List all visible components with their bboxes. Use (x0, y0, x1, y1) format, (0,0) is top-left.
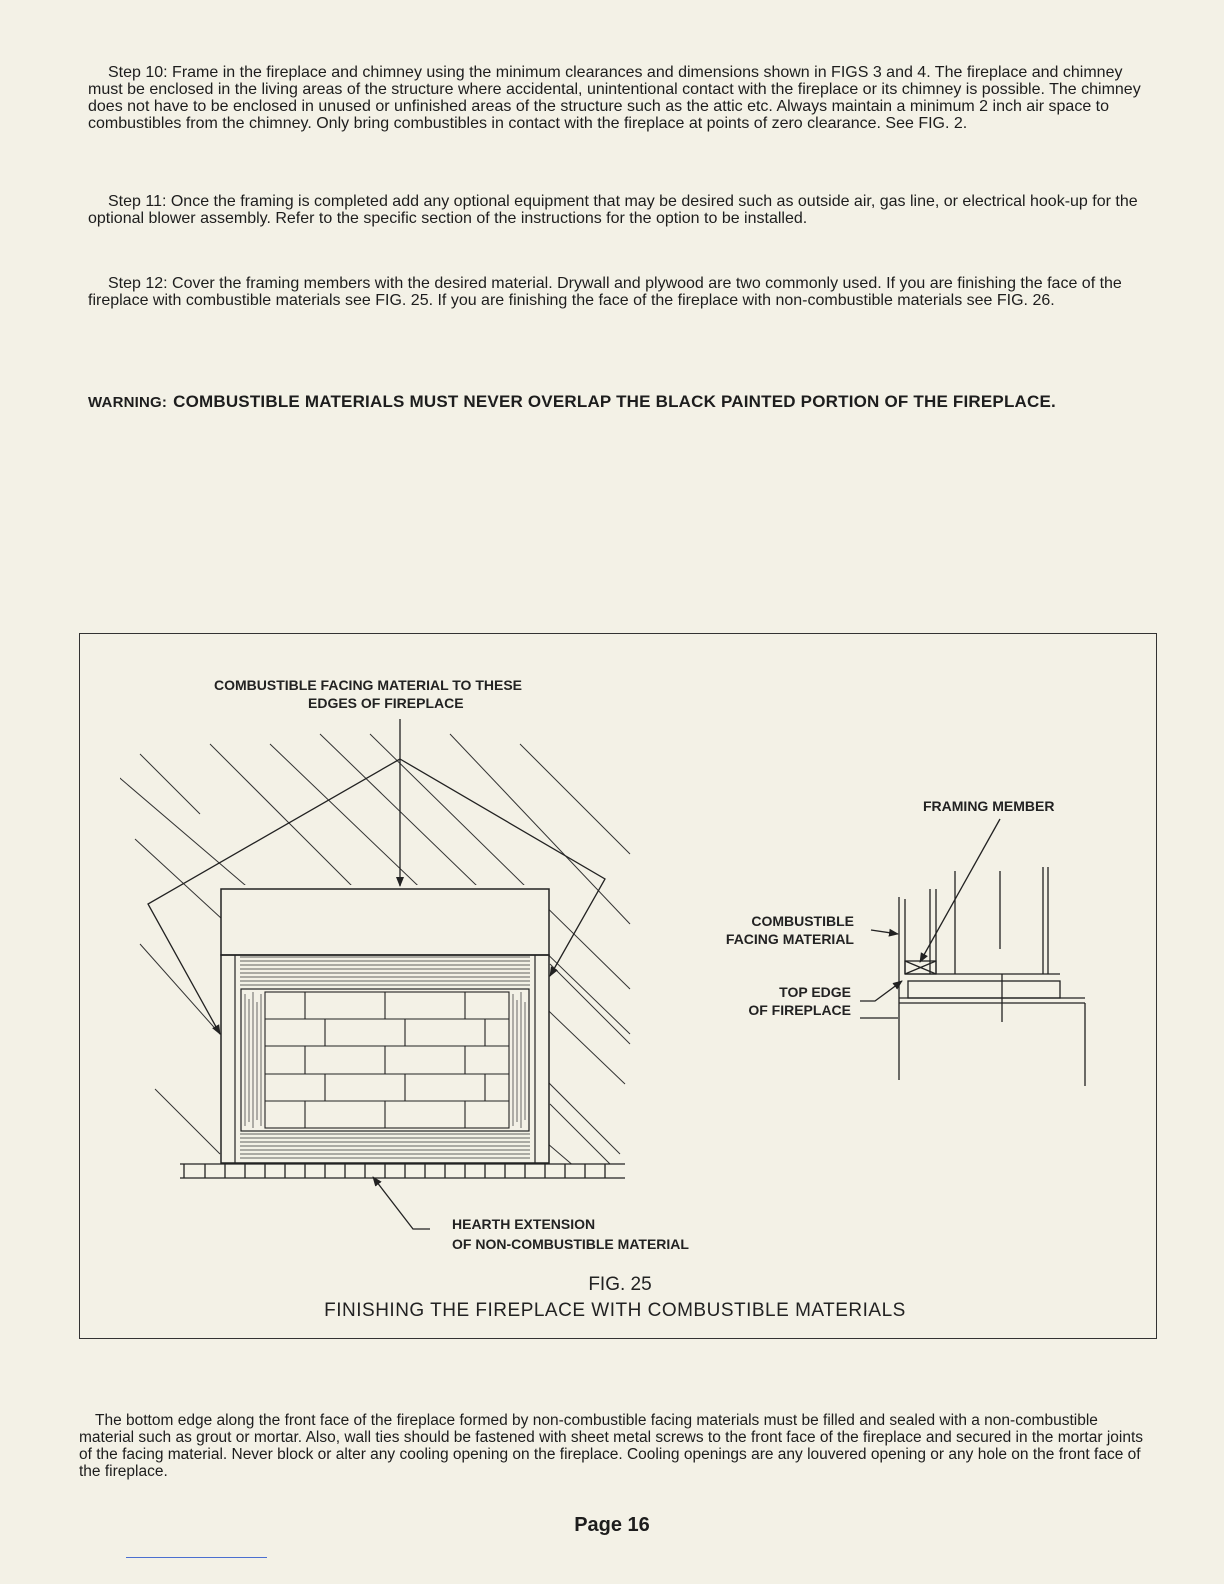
section-detail (899, 867, 1085, 1086)
label-combustible-line2: FACING MATERIAL (725, 931, 854, 947)
label-hearth-line1: HEARTH EXTENSION (452, 1216, 596, 1232)
figure-number: FIG. 25 (588, 1274, 652, 1295)
label-facing-edges-line1: COMBUSTIBLE FACING MATERIAL TO THESE (214, 677, 523, 693)
warning-notice (88, 392, 1158, 412)
footer-rule (126, 1557, 267, 1558)
label-framing-member: FRAMING MEMBER (923, 798, 1055, 814)
upper-louvre (240, 957, 530, 985)
label-hearth-line2: OF NON-COMBUSTIBLE MATERIAL (452, 1236, 689, 1252)
warning-text: COMBUSTIBLE MATERIALS MUST NEVER OVERLAP THE BLACK PAINTED PORTION OF THE FIREPLACE. (173, 392, 1056, 411)
figure-title: FINISHING THE FIREPLACE WITH COMBUSTIBLE MATERIALS (324, 1300, 906, 1321)
hearth-extension (180, 1164, 625, 1178)
figure-25-box (79, 633, 1157, 1339)
lower-louvre (240, 1134, 530, 1158)
label-top-edge-line2: OF FIREPLACE (748, 1002, 851, 1018)
label-top-edge-line1: TOP EDGE (779, 984, 851, 1000)
page-number: Page 16 (574, 1514, 650, 1536)
edge-callout-lines (148, 719, 605, 1034)
wall-hatching (80, 734, 630, 1294)
bottom-paragraph: The bottom edge along the front face of the fireplace formed by non-combustible facing materials must be filled and sealed with a non-combustible material such as grout or mortar. Also, wall ties should be fastened with sheet metal screws to the front face of the fireplace and secured in the mortar joints of the facing material. Never block or alter any cooling opening on the fireplace. Cooling openings are any louvered opening or any hole on the front face of the fireplace. (79, 1412, 1144, 1480)
label-facing-edges-line2: EDGES OF FIREPLACE (308, 695, 464, 711)
hearth-callout-line (373, 1177, 430, 1229)
warning-label: WARNING: (88, 394, 168, 411)
label-combustible-line1: COMBUSTIBLE (751, 913, 854, 929)
step-10-paragraph: Step 10: Frame in the fireplace and chimney using the minimum clearances and dimensions shown in FIGS 3 and 4. The fireplace and chimney must be enclosed in the living areas of the structure where accidental, unintentional contact with the fireplace or its chimney is possible. The chimney does not have to be enclosed in unused or unfinished areas of the structure such as the attic etc. Always maintain a minimum 2 inch air space to combustibles from the chimney. Only bring combustibles in contact with the fireplace at points of zero clearance. See FIG. 2. (88, 64, 1141, 132)
step-12-paragraph: Step 12: Cover the framing members with the desired material. Drywall and plywood are two commonly used. If you are finishing the face of the fireplace with combustible materials see FIG. 25. If you are finishing the face of the fireplace with non-combustible materials see FIG. 26. (88, 275, 1122, 309)
refractory-bricks (265, 992, 509, 1128)
fireplace-diagram (80, 634, 1156, 1338)
step-11-paragraph: Step 11: Once the framing is completed add any optional equipment that may be desired such as outside air, gas line, or electrical hook-up for the optional blower assembly. Refer to the specific section of the instructions for the option to be installed. (88, 193, 1138, 227)
fireplace-hood (221, 889, 549, 955)
